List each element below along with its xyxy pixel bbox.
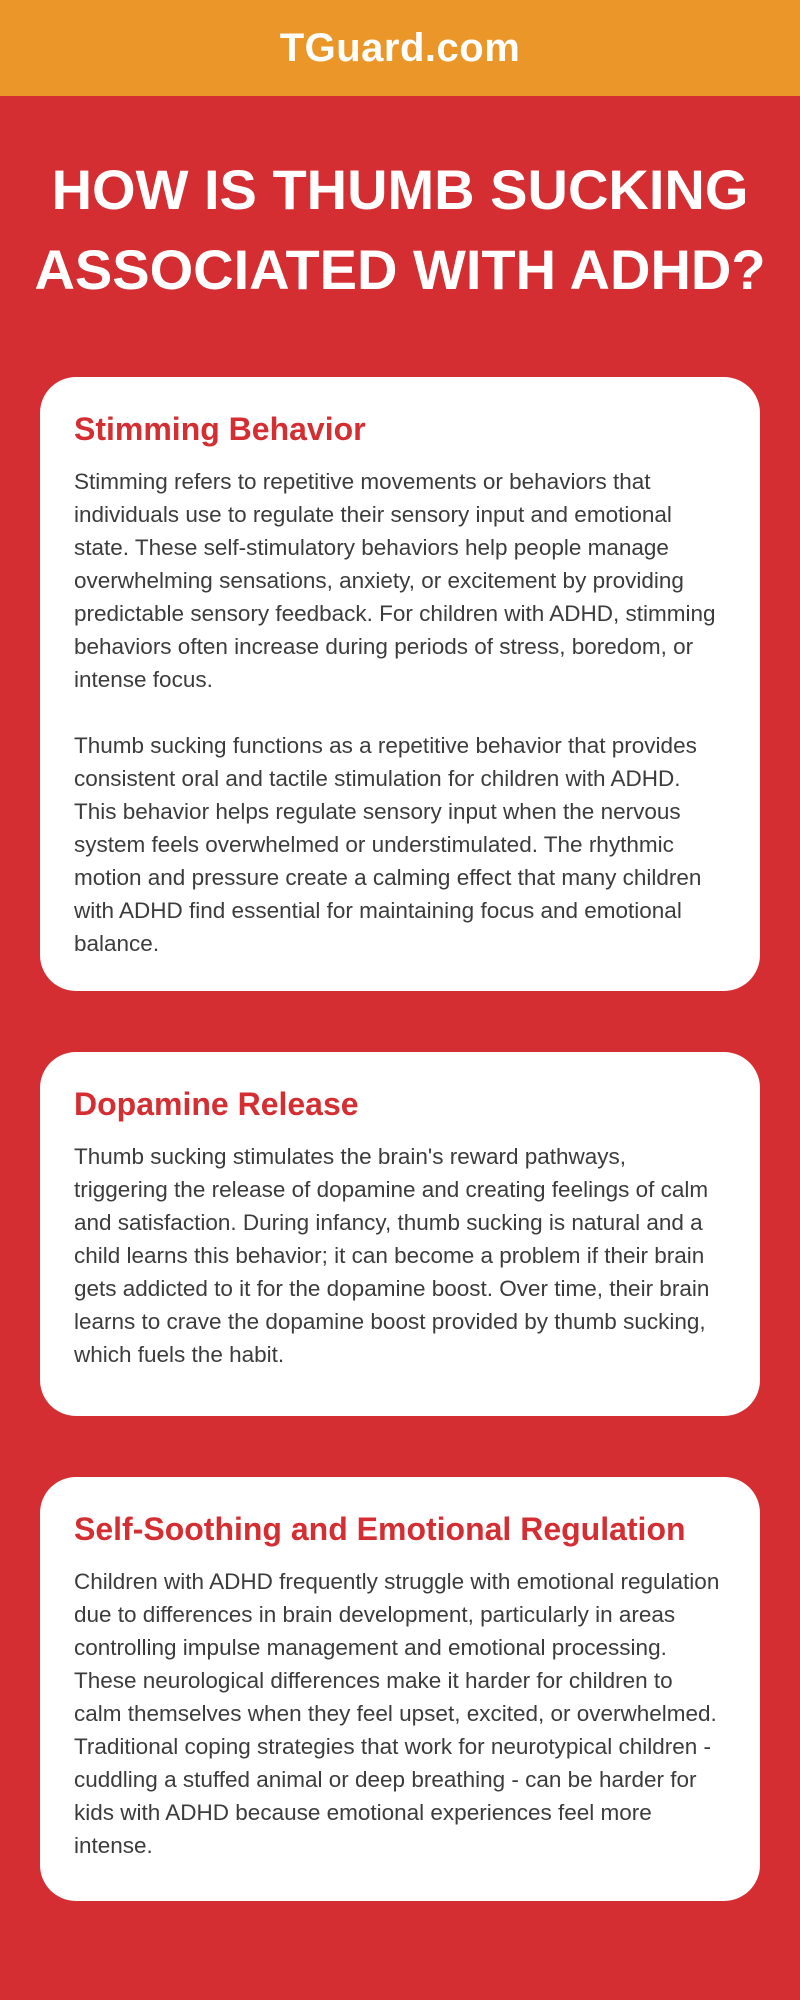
- section-paragraph: Thumb sucking functions as a repetitive behavior that provides consistent oral and tactile stimulation for children with ADHD. This behavior helps regulate sensory input when the nervous system feels overwhelmed or understimulated. The rhythmic motion and pressure create a calming effect that many children with ADHD find essential for maintaining focus and emotional balance.: [74, 733, 702, 956]
- section-card-stimming: [40, 377, 760, 991]
- section-card-self-soothing: [40, 1477, 760, 1901]
- section-heading: Self-Soothing and Emotional Regulation: [74, 1511, 686, 1547]
- section-card-dopamine: [40, 1052, 760, 1416]
- section-paragraph: Stimming refers to repetitive movements or behaviors that individuals use to regulate their sensory input and emotional state. These self-stimulatory behaviors help people manage overwhelming sensations, anxiety, or excitement by providing predictable sensory feedback. For children with ADHD, stimming behaviors often increase during periods of stress, boredom, or intense focus.: [74, 469, 716, 692]
- page-title: HOW IS THUMB SUCKING ASSOCIATED WITH ADHD?: [34, 158, 766, 301]
- site-brand: TGuard.com: [279, 25, 521, 70]
- site-header: [0, 0, 800, 96]
- section-heading: Stimming Behavior: [74, 411, 366, 447]
- section-paragraph: Children with ADHD frequently struggle with emotional regulation due to differences in brain development, particularly in areas controlling impulse management and emotional processing. These neurological differences make it harder for children to calm themselves when they feel upset, excited, or overwhelmed. Traditional coping strategies that work for neurotypical children - cuddling a stuffed animal or deep breathing - can be harder for kids with ADHD because emotional experiences feel more intense.: [74, 1569, 720, 1858]
- section-paragraph: Thumb sucking stimulates the brain's reward pathways, triggering the release of dopamine and creating feelings of calm and satisfaction. During infancy, thumb sucking is natural and a child learns this behavior; it can become a problem if their brain gets addicted to it for the dopamine boost. Over time, their brain learns to crave the dopamine boost provided by thumb sucking, which fuels the habit.: [74, 1144, 710, 1367]
- section-heading: Dopamine Release: [74, 1086, 359, 1122]
